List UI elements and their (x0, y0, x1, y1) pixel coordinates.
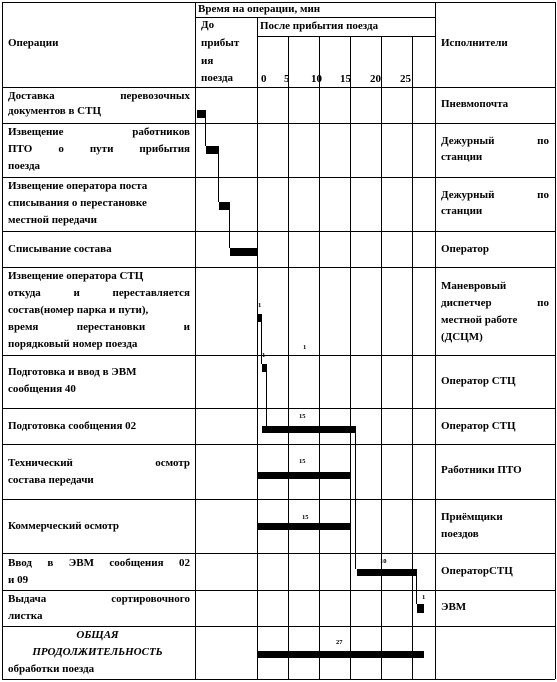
executor-text: Работники ПТО (441, 464, 522, 476)
operation-text: Списывание состава (8, 243, 112, 255)
grid-line (2, 444, 555, 445)
grid-line (2, 499, 555, 500)
executor-text: Приёмщики (441, 511, 503, 523)
operation-text: поезда (8, 160, 41, 172)
operation-text: Ввод в ЭВМ сообщения 02 (8, 557, 190, 569)
grid-line (2, 123, 555, 124)
operation-text: ПРОДОЛЖИТЕЛЬНОСТЬ (32, 646, 163, 658)
connector-line (218, 154, 219, 202)
operation-text: ОБЩАЯ (76, 629, 119, 641)
tick-label-5: 5 (284, 73, 290, 85)
executor-text: ОператорСТЦ (441, 565, 513, 577)
connector-line (355, 433, 356, 569)
operation-text: документов в СТЦ (8, 105, 102, 117)
tick-label-20: 20 (370, 73, 381, 85)
gantt-bar (197, 110, 206, 118)
operation-text: ПТО о пути прибытия (8, 143, 190, 155)
grid-line (2, 87, 555, 88)
grid-line (350, 36, 351, 679)
grid-line (319, 36, 320, 679)
grid-line (2, 2, 3, 679)
executor-text: Дежурный по (441, 135, 549, 147)
gantt-bar (257, 651, 424, 658)
connector-line (229, 210, 230, 248)
connector-line (266, 372, 267, 426)
operation-text: откуда и переставляется (8, 287, 190, 299)
operation-text: списывания о перестановке (8, 197, 147, 209)
duration-label: 1 (422, 594, 426, 601)
connector-line (205, 118, 206, 146)
executors-header: Исполнители (441, 37, 508, 49)
operation-text: Извещение оператора поста (8, 180, 148, 192)
operation-text: Извещение работников (8, 126, 190, 138)
operation-text: Технический осмотр (8, 457, 190, 469)
grid-line (2, 231, 555, 232)
operation-text: местной передачи (8, 214, 97, 226)
duration-label: 10 (380, 558, 387, 565)
grid-line (555, 2, 556, 679)
duration-label: 1 (262, 352, 266, 359)
executor-text: поездов (441, 528, 479, 540)
executor-text: Оператор СТЦ (441, 420, 516, 432)
duration-label: 15 (299, 413, 306, 420)
grid-line (2, 2, 555, 3)
operation-text: состав(номер парка и пути), (8, 304, 149, 316)
operation-text: Выдача сортировочного (8, 593, 190, 605)
tick-label-15: 15 (340, 73, 351, 85)
executor-text: Пневмопочта (441, 98, 509, 110)
executor-text: Оператор СТЦ (441, 375, 516, 387)
grid-line (2, 679, 555, 680)
gantt-bar (230, 248, 257, 256)
connector-line (416, 576, 417, 604)
duration-label: 15 (302, 514, 309, 521)
operation-text: Коммерческий осмотр (8, 520, 120, 532)
gantt-bar (206, 146, 219, 154)
tick-label-10: 10 (311, 73, 322, 85)
grid-line (195, 2, 196, 679)
duration-label: 1 (303, 344, 307, 351)
time-title: Время на операции, мин (198, 3, 321, 15)
gantt-bar (262, 426, 356, 433)
gantt-bar (357, 569, 417, 576)
executor-text: Дежурный по (441, 189, 549, 201)
grid-line (288, 36, 289, 679)
executor-text: Оператор (441, 243, 489, 255)
executor-text: станции (441, 151, 483, 163)
operation-text: состава передачи (8, 474, 94, 486)
grid-line (381, 36, 382, 679)
gantt-bar (257, 523, 350, 530)
after-arrival-header: После прибытия поезда (260, 20, 379, 32)
grid-line (2, 590, 555, 591)
operation-text: Подготовка и ввод в ЭВМ (8, 366, 137, 378)
grid-line (195, 17, 435, 18)
executor-text: местной работе (441, 314, 518, 326)
operation-text: порядковый номер поезда (8, 338, 138, 350)
operations-header: Операции (8, 37, 59, 49)
grid-line (2, 626, 555, 627)
operation-text: Извещение оператора СТЦ (8, 270, 144, 282)
operation-text: обработки поезда (8, 663, 95, 675)
tick-label-25: 25 (400, 73, 411, 85)
grid-line (435, 2, 436, 679)
grid-line (257, 36, 435, 37)
duration-label: 1 (258, 302, 262, 309)
grid-line (2, 355, 555, 356)
duration-label: 27 (336, 639, 343, 646)
operation-text: сообщения 40 (8, 383, 76, 395)
before-arrival-line-1: До (201, 19, 215, 31)
grid-line (2, 553, 555, 554)
before-arrival-line-2: прибыт (201, 37, 240, 49)
gantt-bar (257, 314, 262, 322)
grid-line (2, 267, 555, 268)
grid-line (2, 177, 555, 178)
before-arrival-line-4: поезда (201, 72, 234, 84)
operation-text: время перестановки и (8, 321, 190, 333)
grid-line (2, 408, 555, 409)
operation-text: Подготовка сообщения 02 (8, 420, 137, 432)
grid-line (257, 17, 258, 679)
gantt-bar (262, 364, 267, 372)
operation-text: Доставка перевозочных (8, 90, 190, 102)
before-arrival-line-3: ия (201, 55, 214, 67)
executor-text: (ДСЦМ) (441, 331, 483, 343)
grid-line (412, 36, 413, 679)
executor-text: станции (441, 205, 483, 217)
executor-text: Маневровый (441, 280, 507, 292)
duration-label: 15 (299, 458, 306, 465)
executor-text: диспетчер по (441, 297, 549, 309)
operation-text: листка (8, 610, 43, 622)
gantt-bar (219, 202, 230, 210)
executor-text: ЭВМ (441, 601, 467, 613)
gantt-bar (257, 472, 350, 479)
operation-text: и 09 (8, 574, 29, 586)
gantt-bar (417, 604, 424, 613)
tick-label-0: 0 (261, 73, 267, 85)
